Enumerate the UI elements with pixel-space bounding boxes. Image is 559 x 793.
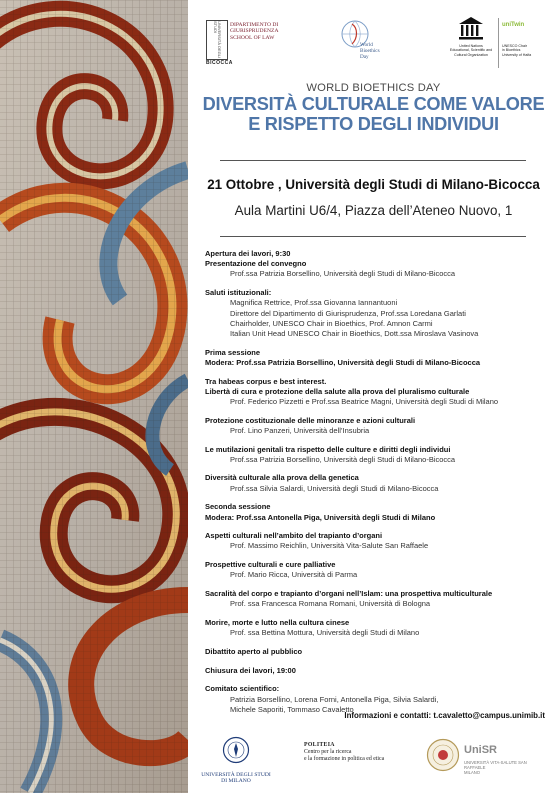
footer-logos — [188, 736, 559, 788]
program-detail: Prof. Federico Pizzetti e Prof.ssa Beatrice Magni, Università degli Studi di Milano — [230, 396, 499, 406]
program-detail: Italian Unit Head UNESCO Chair in Bioethics, Dott.ssa Miroslava Vasinova — [230, 328, 479, 338]
program-item — [205, 288, 557, 339]
event-kicker: WORLD BIOETHICS DAY — [306, 82, 441, 94]
program-detail: Prof. Mario Ricca, Università di Parma — [230, 570, 358, 580]
mosaic-artwork — [0, 0, 188, 793]
program-heading: Protezione costituzionale delle minoranze e azioni culturali — [205, 415, 416, 425]
program-item — [205, 249, 557, 280]
program-item — [205, 666, 557, 676]
unimib-crest: UNIVERSITÀ DEGLI STUDI — [206, 20, 228, 60]
unesco-org-line: United Nations — [459, 44, 483, 48]
program-item — [205, 589, 557, 609]
program-detail: Direttore del Dipartimento di Giurisprudenza, Prof.ssa Loredana Garlati — [230, 308, 466, 318]
program-heading: Seconda sessione — [205, 502, 271, 512]
wbd-label-line: Day — [360, 54, 369, 60]
unesco-chair-line: in Bioethics — [502, 48, 521, 53]
politeia-name: POLITEIA — [304, 742, 335, 748]
program-heading: Saluti istituzionali: — [205, 288, 272, 298]
program-item — [205, 560, 557, 580]
unesco-chair-line: University of Haifa — [502, 52, 532, 57]
logo-row — [188, 14, 559, 72]
program-item — [205, 531, 557, 551]
program-heading: Le mutilazioni genitali tra rispetto delle culture e diritti degli individui — [205, 444, 451, 454]
divider-top — [220, 160, 526, 161]
unimi-seal-icon — [222, 736, 250, 764]
program-heading: Modera: Prof.ssa Patrizia Borsellino, Università degli Studi di Milano-Bicocca — [205, 357, 481, 367]
program-heading: Morire, morte e lutto nella cultura cinese — [205, 617, 350, 627]
event-title-line-2: E RISPETTO DEGLI INDIVIDUI — [248, 114, 499, 134]
program-detail: Prof.ssa Silvia Salardi, Università degli Studi di Milano-Bicocca — [230, 483, 439, 493]
program-heading: Modera: Prof.ssa Antonella Piga, Università degli Studi di Milano — [205, 512, 436, 522]
program-detail: Magnifica Rettrice, Prof.ssa Giovanna Iannantuoni — [230, 298, 398, 308]
program-heading: Diversità culturale alla prova della genetica — [205, 473, 359, 483]
unesco-temple-icon — [458, 16, 484, 40]
program-heading: Dibattito aperto al pubblico — [205, 646, 303, 656]
event-date: 21 Ottobre , Università degli Studi di Milano-Bicocca — [207, 177, 540, 192]
program-detail: Michele Saporiti, Tommaso Cavaletto — [230, 704, 354, 714]
unesco-chair-logo — [446, 16, 556, 70]
program-detail: Prof. Massimo Reichlin, Università Vita-Salute San Raffaele — [230, 541, 429, 551]
program-detail: Prof. ssa Bettina Mottura, Università degli Studi di Milano — [230, 628, 420, 638]
dept-line: SCHOOL OF LAW — [230, 34, 275, 41]
unimi-text — [200, 772, 272, 784]
unisr-line: UNIVERSITÀ VITA-SALUTE SAN RAFFAELE — [464, 760, 527, 770]
unesco-org-text — [446, 44, 496, 57]
program-heading: Tra habeas corpus e best interest. — [205, 376, 327, 386]
unesco-separator — [498, 18, 499, 68]
program-detail: Prof.ssa Patrizia Borsellino, Università degli Studi di Milano-Bicocca — [230, 454, 456, 464]
program-heading: Sacralità del corpo e trapianto d’organi nell’Islam: una prospettiva multiculturale — [205, 589, 493, 599]
contact-info[interactable]: Informazioni e contatti: t.cavaletto@campus.unimib.it — [344, 711, 545, 720]
program-item — [205, 618, 557, 638]
unesco-chair-line: UNESCO Chair — [502, 44, 527, 48]
program-heading: Chiusura dei lavori, 19:00 — [205, 665, 296, 675]
unisr-name: UniSR — [464, 744, 497, 756]
wbd-label-line: Bioethics — [360, 48, 380, 54]
unesco-org-line: Educational, Scientific and — [449, 48, 493, 53]
program-item — [205, 473, 557, 493]
unesco-chair-text — [502, 44, 531, 57]
program-heading: Prima sessione — [205, 347, 261, 357]
program-heading: Prospettive culturali e cure palliative — [205, 560, 336, 570]
program-item — [205, 647, 557, 657]
event-header — [188, 80, 559, 134]
unisr-seal-icon — [426, 738, 460, 772]
event-title-line-1: DIVERSITÀ CULTURALE COME VALORE — [202, 94, 545, 114]
politeia-line: Centro per la ricerca — [304, 749, 352, 756]
dept-name — [230, 22, 278, 41]
unesco-org-line: Cultural Organization — [454, 52, 488, 57]
unimi-line: DI MILANO — [221, 778, 251, 785]
program-heading: Libertà di cura e protezione della salute alla prova del pluralismo culturale — [205, 386, 470, 396]
wbd-label-line: World — [360, 42, 373, 48]
program-detail: Patrizia Borsellino, Lorena Forni, Antonella Piga, Silvia Salardi, — [230, 694, 439, 704]
unisr-subtext — [464, 760, 536, 775]
wbd-label — [360, 42, 380, 60]
program-heading: Apertura dei lavori, 9:30 — [205, 249, 291, 258]
dept-line: GIURISPRUDENZA — [230, 28, 279, 35]
program-heading: Comitato scientifico: — [205, 684, 280, 694]
program-list — [205, 249, 557, 723]
program-detail: Prof.ssa Patrizia Borsellino, Università degli Studi di Milano-Bicocca — [230, 269, 456, 279]
program-detail: Chairholder, UNESCO Chair in Bioethics, Prof. Amnon Carmi — [230, 318, 433, 328]
unimi-logo — [200, 736, 272, 784]
unisr-line: MILANO — [464, 770, 481, 775]
unisr-logo — [426, 738, 536, 780]
unimi-line: UNIVERSITÀ DEGLI STUDI — [201, 772, 271, 778]
unimib-law-logo — [206, 20, 298, 66]
bicocca-label: BICOCCA — [206, 60, 233, 66]
program-heading: Presentazione del convegno — [205, 259, 307, 269]
program-detail: Prof. ssa Francesca Romana Romani, Università di Bologna — [230, 599, 431, 609]
program-detail: Prof. Lino Panzeri, Università dell’Insubria — [230, 425, 370, 435]
program-item — [205, 502, 557, 522]
event-venue: Aula Martini U6/4, Piazza dell’Ateneo Nuovo, 1 — [234, 203, 513, 218]
unitwin-wordmark: uniTwin — [502, 22, 525, 28]
content-panel — [188, 0, 559, 793]
divider-bottom — [220, 236, 526, 237]
program-item — [205, 377, 557, 408]
politeia-logo — [304, 742, 384, 764]
world-bioethics-day-logo — [338, 14, 386, 70]
program-item — [205, 348, 557, 368]
program-item — [205, 416, 557, 436]
politeia-line: e la formazione in politica ed etica — [304, 756, 385, 763]
dept-line: DIPARTIMENTO DI — [230, 22, 279, 28]
program-item — [205, 445, 557, 465]
program-heading: Aspetti culturali nell’ambito del trapianto d’organi — [205, 531, 383, 541]
